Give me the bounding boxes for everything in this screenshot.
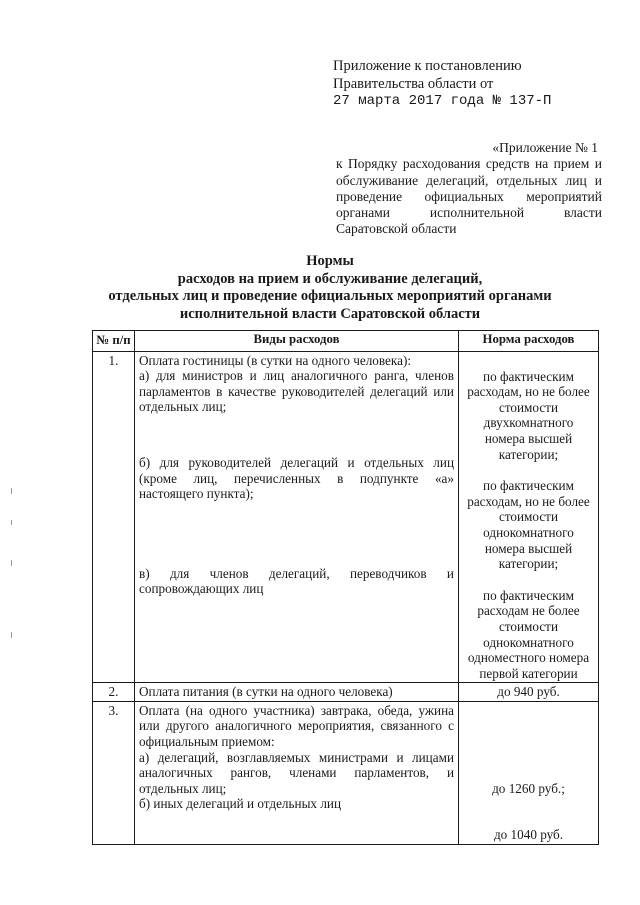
- title-line-2: расходов на прием и обслуживание делегаций,: [177, 270, 483, 287]
- item-c: в) для членов делегаций, переводчиков и сопровождающих лиц: [139, 565, 454, 597]
- row-norm: до 940 руб.: [459, 683, 599, 702]
- resolution-line-1: Приложение к постановлению: [333, 58, 522, 74]
- row-num: 3.: [93, 701, 135, 844]
- appendix-reference: [336, 140, 602, 238]
- title-line-4: исполнительной власти Саратовской области: [179, 305, 481, 322]
- appendix-description: к Порядку расходования средств на прием и обслуживание делегаций, отдельных лиц и проведение официальных мероприятий органами исполнительной власти Саратовской области: [336, 156, 602, 237]
- resolution-date-number: 27 марта 2017 года № 137-П: [333, 93, 552, 109]
- row-kind: [135, 701, 459, 844]
- scan-mark: [11, 632, 12, 638]
- scan-mark: [11, 520, 12, 525]
- row-kind: [135, 351, 459, 683]
- row-title: Оплата (на одного участника) завтрака, обеда, ужина или другого аналогичного мероприятия, связанного с официальным приемом:: [139, 702, 454, 750]
- row-norm: [459, 701, 599, 844]
- expense-norms-table: [92, 330, 599, 845]
- table-row: [93, 701, 599, 844]
- title-line-1: Нормы: [306, 253, 354, 269]
- row-kind: Оплата питания (в сутки на одного человека): [135, 683, 459, 702]
- row-num: 2.: [93, 683, 135, 702]
- appendix-number: «Приложение № 1: [492, 140, 598, 155]
- table-header-row: [93, 331, 599, 352]
- table-row: [93, 351, 599, 683]
- norm-c: по фактическим расходам не более стоимости однокомнатного одноместного номера первой категории: [467, 587, 590, 681]
- norm-a: до 1260 руб.;: [492, 780, 565, 796]
- item-a: а) делегаций, возглавляемых министрами и лицами аналогичных рангов, членами парламентов, и отдельных лиц;: [139, 749, 454, 796]
- item-a: а) для министров и лиц аналогичного ранга, членов парламентов в качестве руководителей делегаций или отдельных лиц;: [139, 368, 454, 415]
- item-b: б) иных делегаций и отдельных лиц: [139, 796, 342, 812]
- row-title: Оплата гостиницы (в сутки на одного человека):: [139, 352, 411, 368]
- header-kind: Виды расходов: [135, 331, 459, 352]
- resolution-reference: [333, 58, 603, 111]
- norm-b: до 1040 руб.: [493, 827, 564, 843]
- resolution-line-2: Правительства области от: [333, 75, 494, 92]
- title-line-3: отдельных лиц и проведение официальных мероприятий органами: [108, 288, 552, 304]
- row-num: 1.: [93, 351, 135, 683]
- item-b: б) для руководителей делегаций и отдельных лиц (кроме лиц, перечисленных в подпункте «а» настоящего пункта);: [139, 454, 454, 502]
- table-row: [93, 683, 599, 702]
- scan-mark: [11, 560, 12, 566]
- header-norm: Норма расходов: [459, 331, 599, 352]
- scan-mark: [11, 488, 12, 494]
- document-title: [60, 253, 600, 323]
- header-num: № п/п: [93, 331, 135, 352]
- norm-b: по фактическим расходам, но не более стоимости однокомнатного номера высшей категории;: [467, 478, 590, 572]
- norm-a: по фактическим расходам, но не более стоимости двухкомнатного номера высшей категории;: [467, 368, 590, 462]
- row-norm: [459, 351, 599, 683]
